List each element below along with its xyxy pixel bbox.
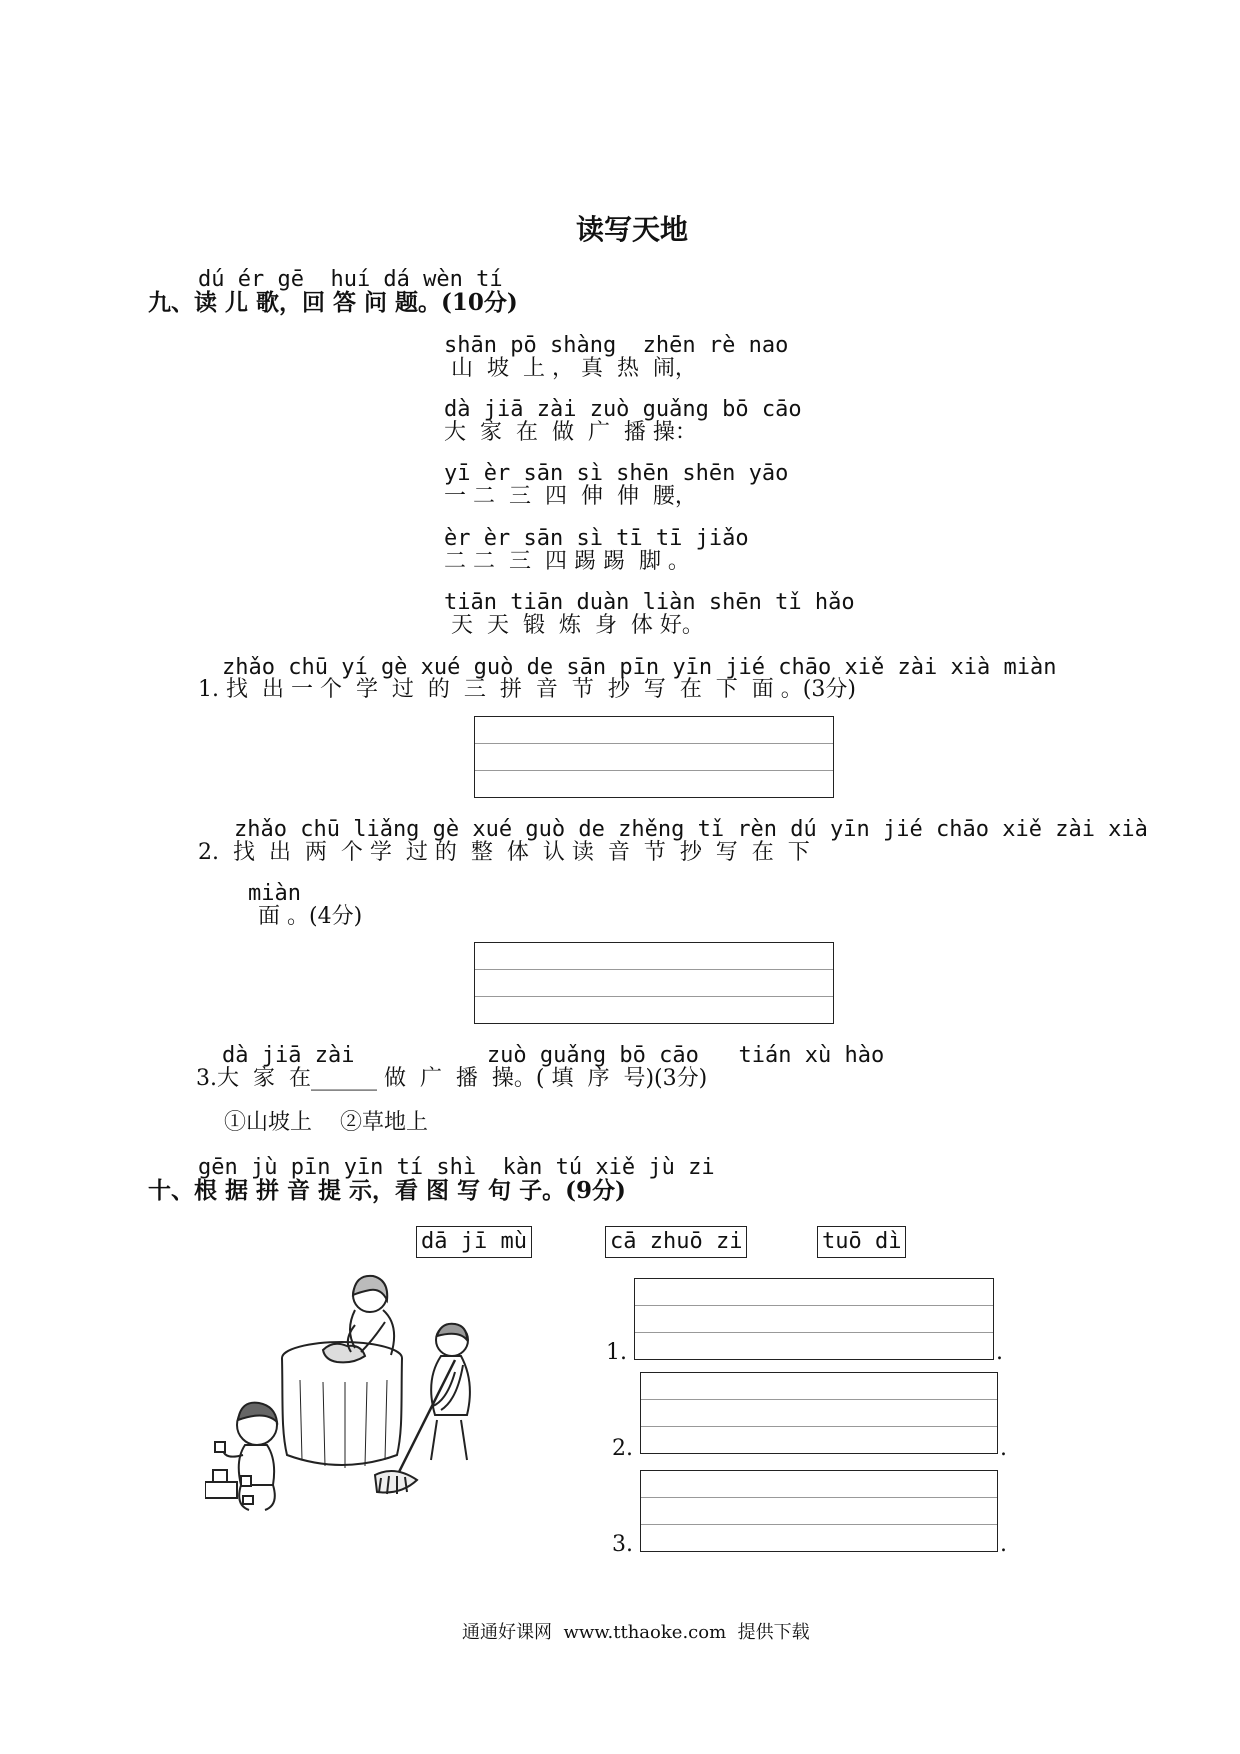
poem-line-text: 山 坡 上 ， 真 热 闹，: [444, 356, 697, 381]
sentence-box-1[interactable]: [634, 1278, 994, 1360]
poem-line-pinyin: yī èr sān sì shēn shēn yāo: [444, 461, 789, 486]
sub2-text: 2. 找 出 两 个 学 过 的 整 体 认 读 音 节 抄 写 在 下: [198, 840, 810, 865]
sub2-text-cont: 面 。(4分): [258, 904, 363, 929]
sentence-number: 2.: [612, 1436, 633, 1461]
answer-box-1[interactable]: [474, 716, 834, 798]
sentence-period: .: [996, 1340, 1003, 1365]
sub3-options: ①山坡上 ②草地上: [224, 1110, 428, 1135]
q10-pinyin: gēn jù pīn yīn tí shì kàn tú xiě jù zi: [198, 1155, 715, 1180]
poem-line-pinyin: shān pō shàng zhēn rè nao: [444, 333, 789, 358]
hint-tag: cā zhuō zi: [605, 1226, 747, 1258]
family-chores-illustration: [205, 1270, 525, 1540]
poem-line-text: 二 二 三 四 踢 踢 脚 。: [444, 549, 690, 574]
poem-line-text: 一 二 三 四 伸 伸 腰，: [444, 484, 697, 509]
sentence-number: 3.: [612, 1532, 633, 1557]
answer-box-2[interactable]: [474, 942, 834, 1024]
sentence-number: 1.: [606, 1340, 627, 1365]
poem-line-pinyin: èr èr sān sì tī tī jiǎo: [444, 526, 749, 551]
sub2-pinyin-cont: miàn: [248, 881, 301, 906]
poem-line-pinyin: dà jiā zài zuò guǎng bō cāo: [444, 397, 802, 422]
hint-tag: tuō dì: [817, 1226, 906, 1258]
sentence-box-3[interactable]: [640, 1470, 998, 1552]
sentence-box-2[interactable]: [640, 1372, 998, 1454]
page-title: 读写天地: [576, 213, 689, 246]
sub3-pinyin: dà jiā zài zuò guǎng bō cāo tián xù hào: [222, 1043, 885, 1068]
sub1-text: 1. 找 出 一 个 学 过 的 三 拼 音 节 抄 写 在 下 面 。(3分): [198, 677, 856, 702]
sentence-period: .: [1000, 1436, 1007, 1461]
sub1-pinyin: zhǎo chū yí gè xué guò de sān pīn yīn jié chāo xiě zài xià miàn: [222, 655, 1057, 680]
q9-heading: 九、读 儿 歌，回 答 问 题。(10分): [148, 289, 518, 316]
sentence-period: .: [1000, 1532, 1007, 1557]
poem-line-text: 天 天 锻 炼 身 体 好。: [444, 613, 704, 638]
sub2-pinyin: zhǎo chū liǎng gè xué guò de zhěng tǐ rèn dú yīn jié chāo xiě zài xià: [234, 817, 1148, 842]
poem-line-text: 大 家 在 做 广 播 操：: [444, 420, 697, 445]
footer: 通通好课网 www.tthaoke.com 提供下载: [462, 1622, 810, 1643]
sub3-text: 3.大 家 在______ 做 广 播 操。( 填 序 号)(3分): [196, 1066, 708, 1091]
hint-tag: dā jī mù: [416, 1226, 532, 1258]
poem-line-pinyin: tiān tiān duàn liàn shēn tǐ hǎo: [444, 590, 855, 615]
q10-heading: 十、根 据 拼 音 提 示，看 图 写 句 子。(9分): [148, 1177, 626, 1204]
q9-pinyin: dú ér gē huí dá wèn tí: [198, 267, 503, 292]
